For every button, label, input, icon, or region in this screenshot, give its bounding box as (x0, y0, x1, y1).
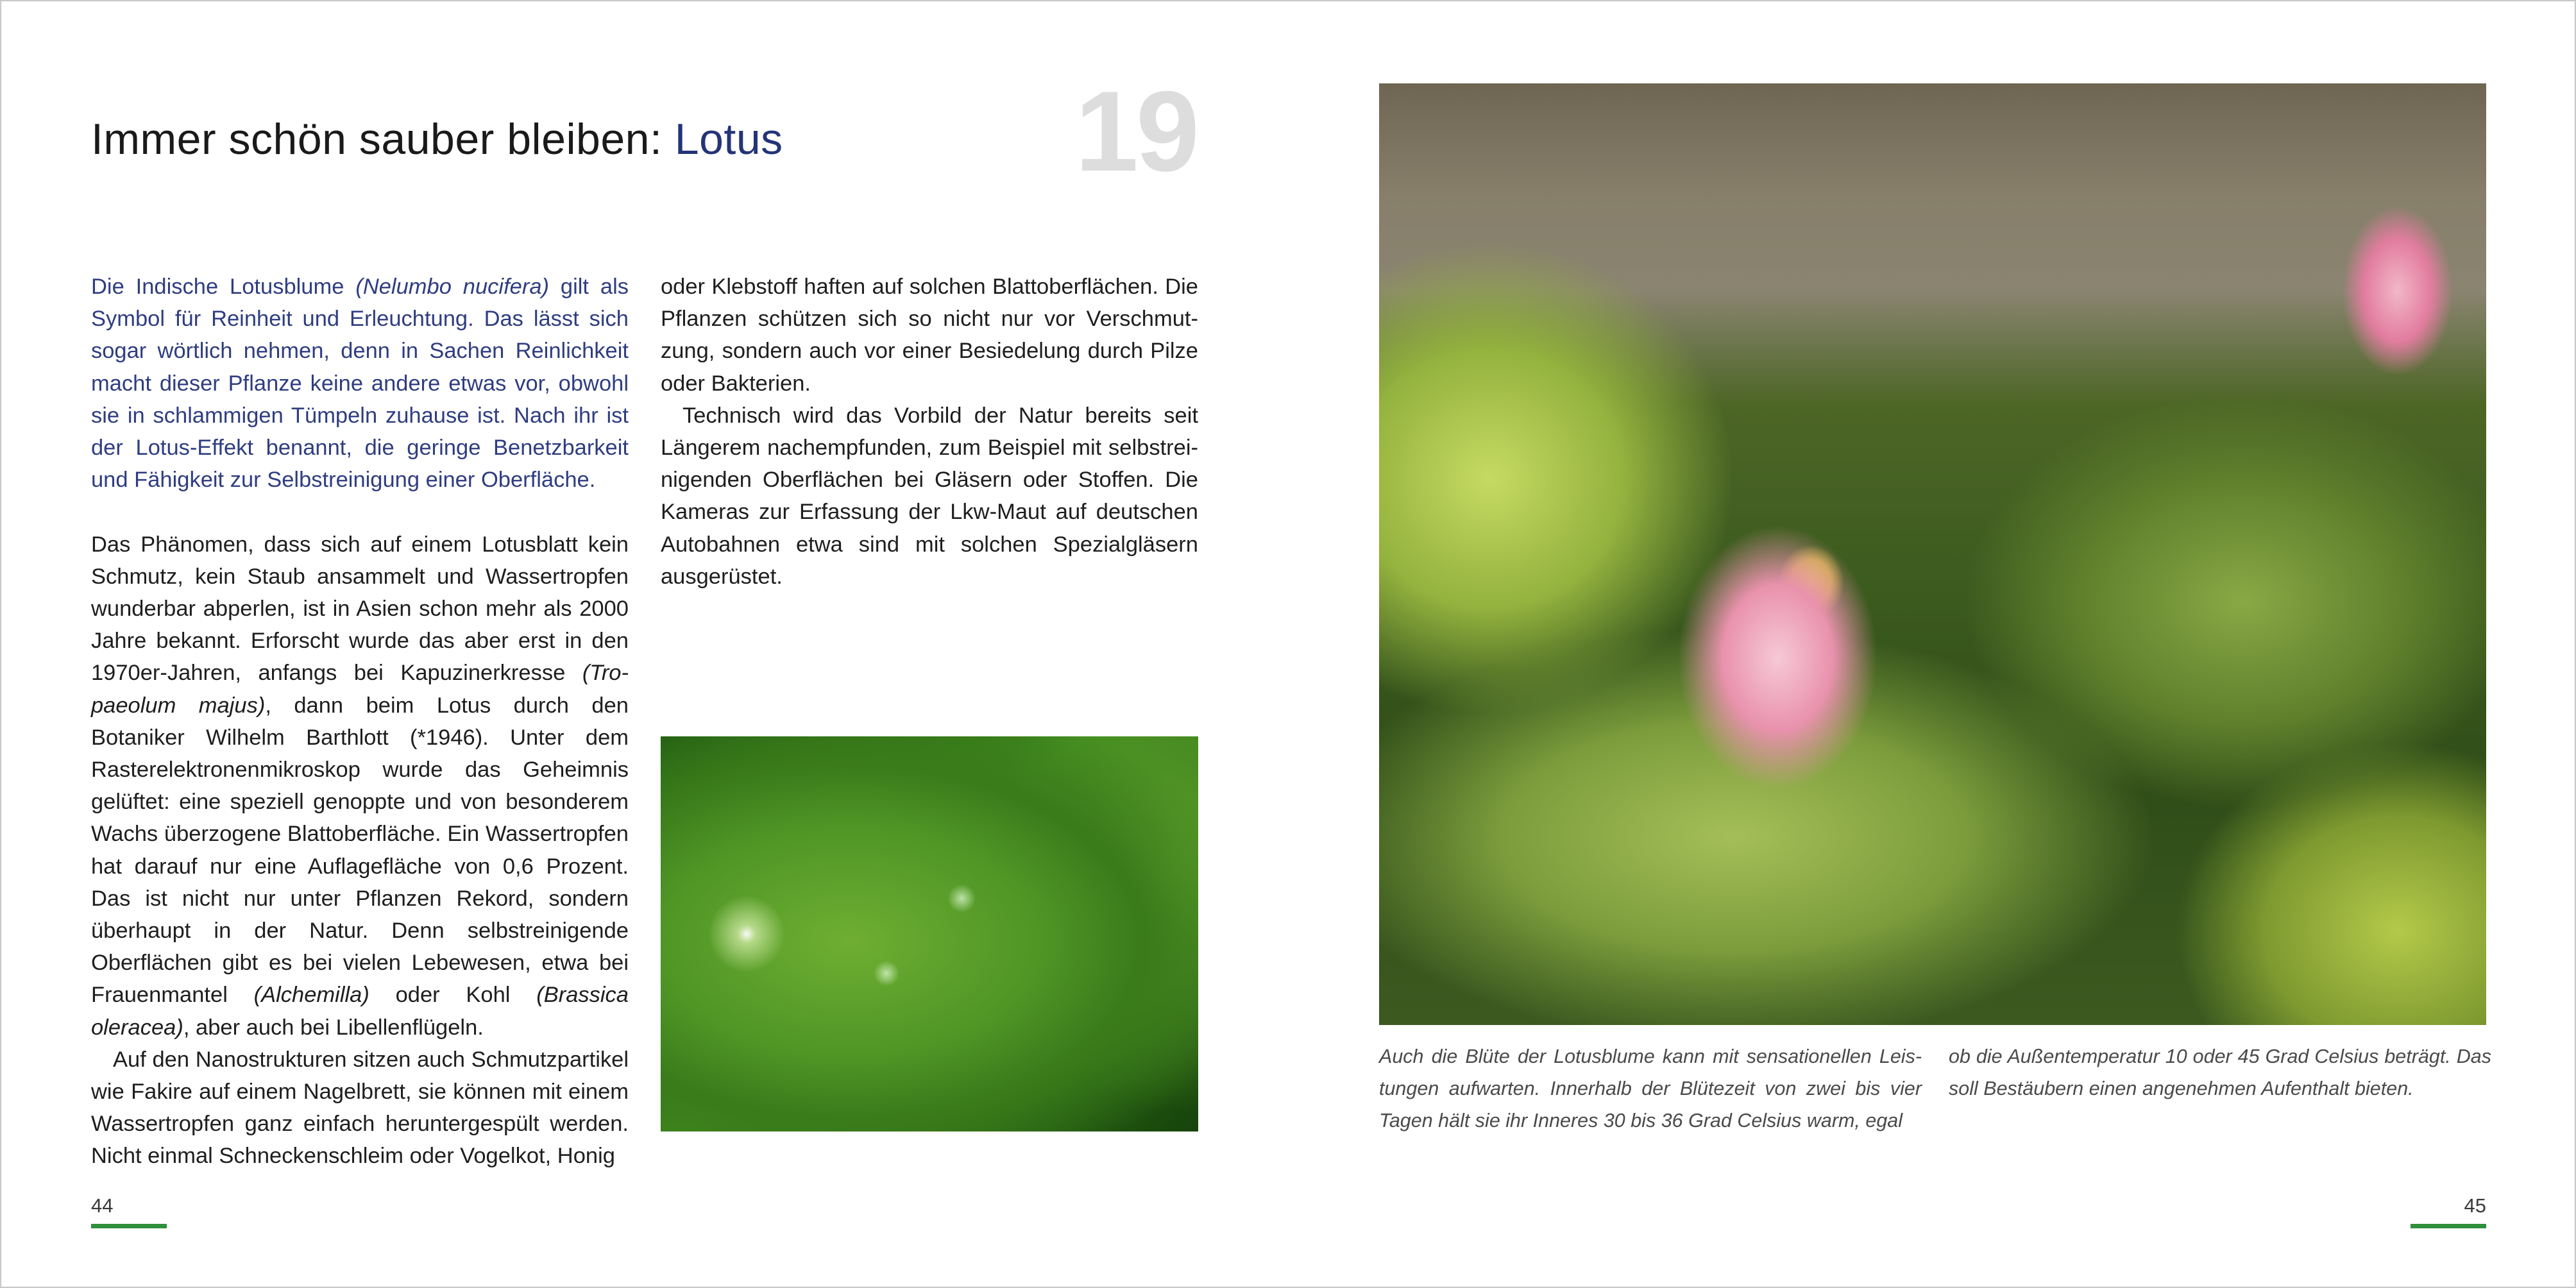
body-text-italic: (Tropaeolum majus) (91, 661, 629, 718)
body-text-italic: (Brassica oleracea) (91, 983, 629, 1040)
page-number-left-text: 44 (91, 1194, 114, 1217)
text-column-right (661, 271, 1198, 593)
nasturtium-leaf-photo (661, 736, 1198, 1131)
photo-caption-part-1: Auch die Blüte der Lotusblume kann mit sensationellen Leistungen aufwarten. Innerhalb der Blütezeit von zwei bis vier Tagen hält sie ihr Inneres 30 bis 36 Grad Celsius warm, egal (1379, 1046, 1922, 1132)
chapter-title-prefix: Immer schön sauber bleiben: (91, 115, 675, 164)
chapter-title (91, 114, 783, 164)
page-number-right-text: 45 (2464, 1194, 2486, 1217)
body-text: Das Phänomen, dass sich auf einem Lotusblatt kein Schmutz, kein Staub ansammelt und Wassertropfen wunderbar abperlen, ist in Asien schon mehr als 2000 Jahre bekannt. Erforscht wurde das aber erst in den 1970er-Jahren, anfangs bei Kapuzinerkresse (91, 532, 629, 686)
body-paragraph-3: Technisch wird das Vorbild der Natur bereits seit Längerem nachempfunden, zum Beispiel mit selbstreinigenden Oberflächen bei Gläsern oder Stoffen. Die Kameras zur Erfassung der Lkw-Maut auf deutschen Autobahnen etwa sind mit solchen Spezialgläsern ausgerüstet. (661, 403, 1198, 589)
chapter-number: 19 (1075, 67, 1197, 195)
body-text: , dann beim Lotus durch den Botaniker Wilhelm Barthlott (*1946). Unter dem Rasterelektronenmikroskop wurde das Geheimnis gelüftet: eine speziell genoppte und von besonderem Wachs überzogene Blattoberfläche. Ein Wassertropfen hat darauf nur eine Auflagefläche von 0,6 Prozent. Das ist nicht nur unter Pflanzen Rekord, sondern überhaupt in der Natur. Denn selbstreinigende Oberflächen gibt es bei vielen Lebewesen, etwa bei Frauenmantel (91, 693, 629, 1008)
body-text-italic: (Alchemilla) (253, 983, 369, 1008)
right-page (1288, 0, 2576, 1288)
intro-text: gilt als Symbol für Reinheit und Erleuchtung. Das lässt sich sogar wörtlich nehmen, denn in Sachen Reinlichkeit macht dieser Pflanze keine andere etwas vor, obwohl sie in schlammigen Tümpeln zuhause ist. Nach ihr ist der Lotus-Effekt benannt, die geringe Benetzbarkeit und Fähigkeit zur Selbstreinigung einer Oberfläche. (91, 275, 629, 493)
intro-text: Die Indische Lotusblume (91, 275, 356, 299)
text-column-left (91, 271, 629, 1173)
body-paragraph-1 (91, 529, 629, 1044)
page-number-bar (2411, 1224, 2486, 1228)
body-paragraph-2-continued: oder Klebstoff haften auf solchen Blattoberflächen. Die Pflanzen schützen sich so nicht nur vor Verschmutzung, sondern auch vor einer Besiedelung durch Pilze oder Bakterien. (661, 275, 1198, 396)
photo-caption-part-2: ob die Außentemperatur 10 oder 45 Grad Celsius beträgt. Das soll Bestäubern einen angenehmen Aufenthalt bieten. (1949, 1046, 2491, 1100)
body-text: oder Kohl (369, 983, 537, 1008)
lotus-flower-photo (1379, 83, 2486, 1025)
intro-paragraph (91, 271, 629, 496)
page-number-left (91, 1194, 167, 1228)
page-number-bar (91, 1224, 167, 1228)
intro-text-italic: (Nelumbo nucifera) (355, 275, 550, 299)
body-text: , aber auch bei Libellenflügeln. (183, 1015, 484, 1040)
chapter-title-accent: Lotus (674, 115, 783, 164)
body-paragraph-2: Auf den Nanostrukturen sitzen auch Schmutzpartikel wie Fakire auf einem Nagelbrett, sie können mit einem Wassertropfen ganz einfach heruntergespült werden. Nicht einmal Schneckenschleim oder Vogelkot, Honig (91, 1047, 629, 1169)
page-number-right (2411, 1194, 2486, 1228)
